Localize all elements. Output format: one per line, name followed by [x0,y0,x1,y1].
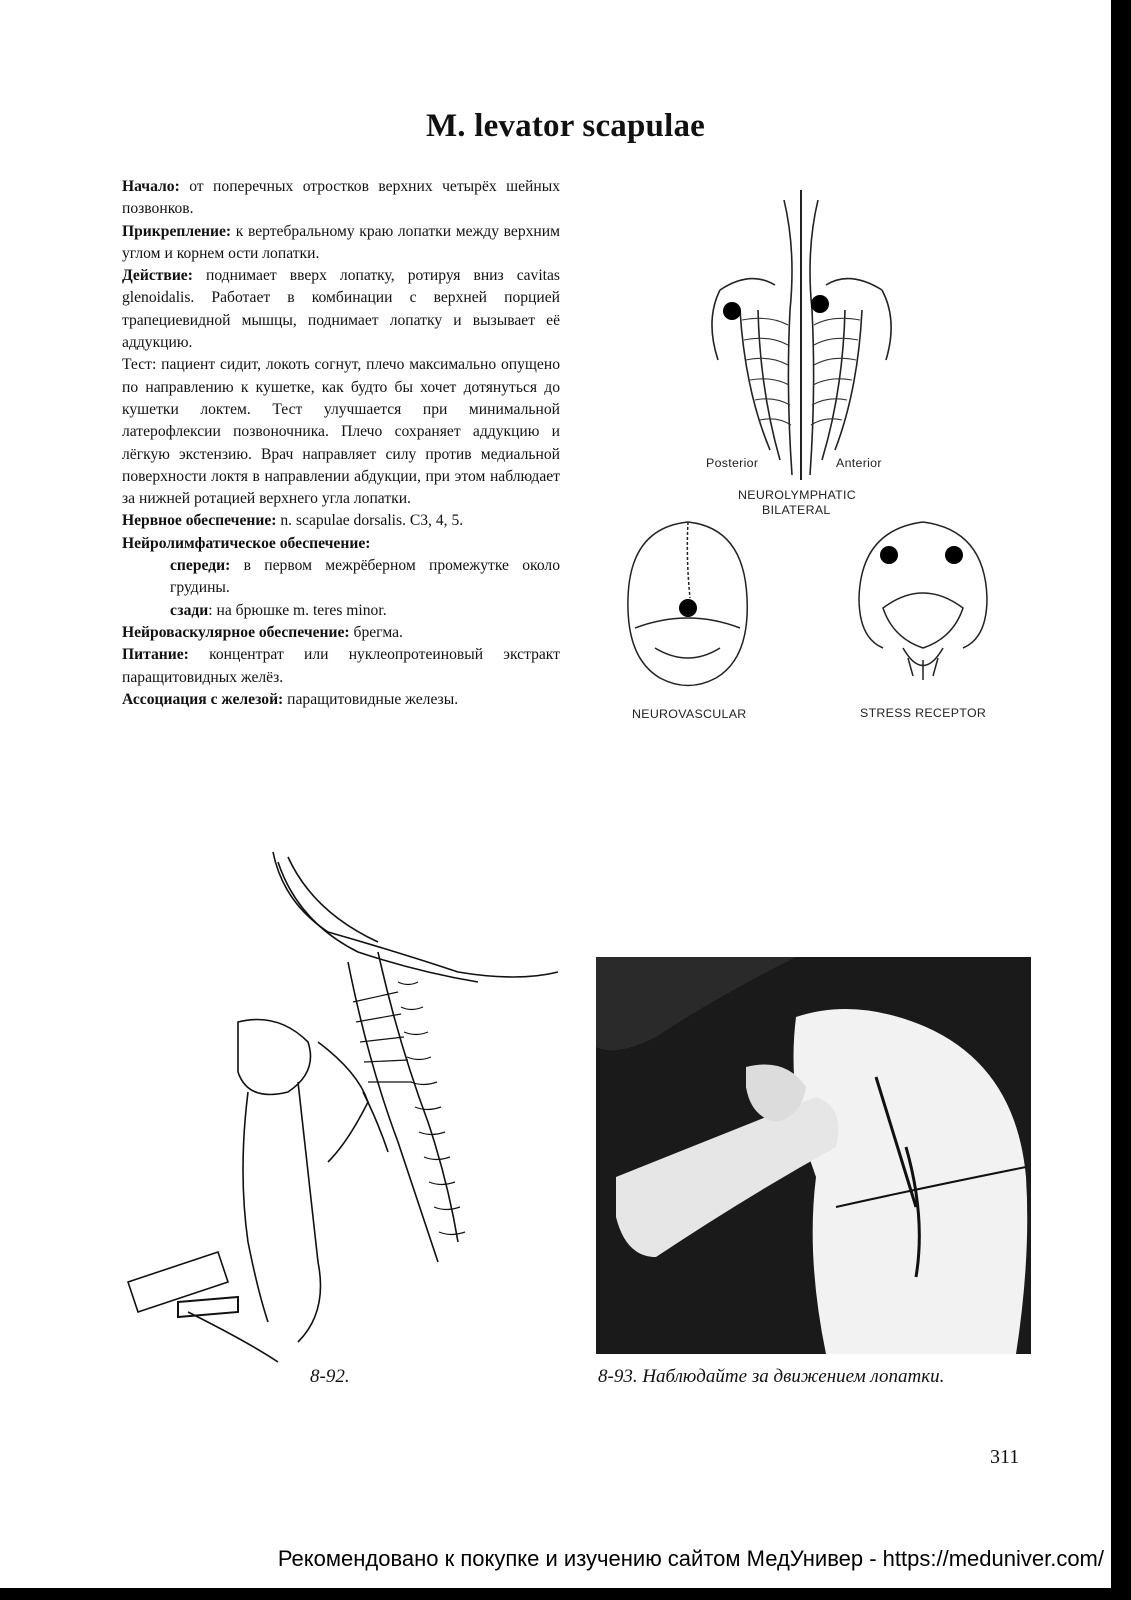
nerve-text: n. scapulae dorsalis. C3, 4, 5. [276,512,464,530]
front-label: спереди: [170,557,231,575]
back-label: сзади [170,601,209,619]
muscle-description [122,176,560,711]
nutrition-paragraph [122,644,560,689]
front-paragraph [122,555,560,600]
page-edge-right [1111,0,1131,1600]
test-position-drawing [98,842,560,1374]
stress-receptor-skull-diagram [853,518,993,693]
footer-recommendation: Рекомендовано к покупке и изучению сайтом МедУнивер - https://meduniver.com/ [277,1546,1104,1571]
insertion-text: к вертебральному краю лопатки между верхним углом и корнем ости лопатки. [122,222,560,262]
origin-paragraph [122,176,560,221]
back-paragraph [122,600,560,622]
anterior-label: Anterior [836,456,882,470]
insertion-label: Прикрепление: [122,222,232,240]
posterior-label: Posterior [706,456,759,470]
neurolymphatic-torso-diagram [700,190,910,480]
nutrition-label: Питание: [122,646,189,664]
gland-label: Ассоциация с железой: [122,690,284,708]
neurovascular-skull-diagram [620,518,755,698]
stress-receptor-point-right [945,546,963,564]
bilateral-label: BILATERAL [762,503,831,517]
action-paragraph [122,265,560,354]
test-paragraph: Тест: пациент сидит, локоть согнут, плечо максимально опущено по направлению к кушетке, как будто бы хочет дотянуться до кушетки локтем. Тест улучшается при минимальной латерофлексии позвоночника. Плечо сохраняет аддукцию и лёгкую экстензию. Врач направляет силу против медиальной поверхности локтя в направлении абдукции, при этом наблюдает за нижней ротацией верхнего угла лопатки. [122,356,560,508]
front-text: в первом межрёберном промежутке около грудины. [170,557,560,597]
back-text: : на брюшке m. teres minor. [208,601,387,619]
nerve-label: Нервное обеспечение: [122,512,277,530]
page-edge-bottom [0,1588,1131,1600]
neurolymphatic-label: NEUROLYMPHATIC [738,488,857,502]
gland-paragraph [122,689,560,711]
neurolymphatic-paragraph [122,533,560,555]
neurovascular-paragraph [122,622,560,644]
action-label: Действие: [122,267,193,285]
page-title: M. levator scapulae [425,108,706,144]
test-photograph [596,957,1031,1354]
origin-label: Начало: [122,178,180,195]
stress-receptor-point-left [880,546,898,564]
stress-receptor-label: STRESS RECEPTOR [860,706,987,720]
nutrition-text: концентрат или нуклеопротеиновый экстракт паращитовидных желёз. [122,646,560,686]
neurolymphatic-point-left [723,302,741,320]
insertion-paragraph [122,221,560,266]
neurolymphatic-point-right [811,295,829,313]
neurovascular-point [679,599,697,617]
neurovascular-label: Нейроваскулярное обеспечение: [122,623,350,641]
figure-8-93-caption: 8-93. Наблюдайте за движением лопатки. [598,1366,945,1387]
figure-8-92-caption: 8-92. [310,1366,350,1387]
neurovascular-text: брегма. [349,623,403,641]
action-text: поднимает вверх лопатку, ротируя вниз cavitas glenoidalis. Работает в комбинации с верхней порцией трапециевидной мышцы, поднимает лопатку и вызывает её аддукцию. [122,267,560,352]
page-number: 311 [990,1446,1020,1468]
neurolymphatic-label: Нейролимфатическое обеспечение: [122,534,371,552]
neurovascular-label: NEUROVASCULAR [632,707,747,721]
nerve-paragraph [122,510,560,532]
gland-text: паращитовидные железы. [283,690,459,708]
origin-text: от поперечных отростков верхних четырёх шейных позвонков. [122,178,560,218]
